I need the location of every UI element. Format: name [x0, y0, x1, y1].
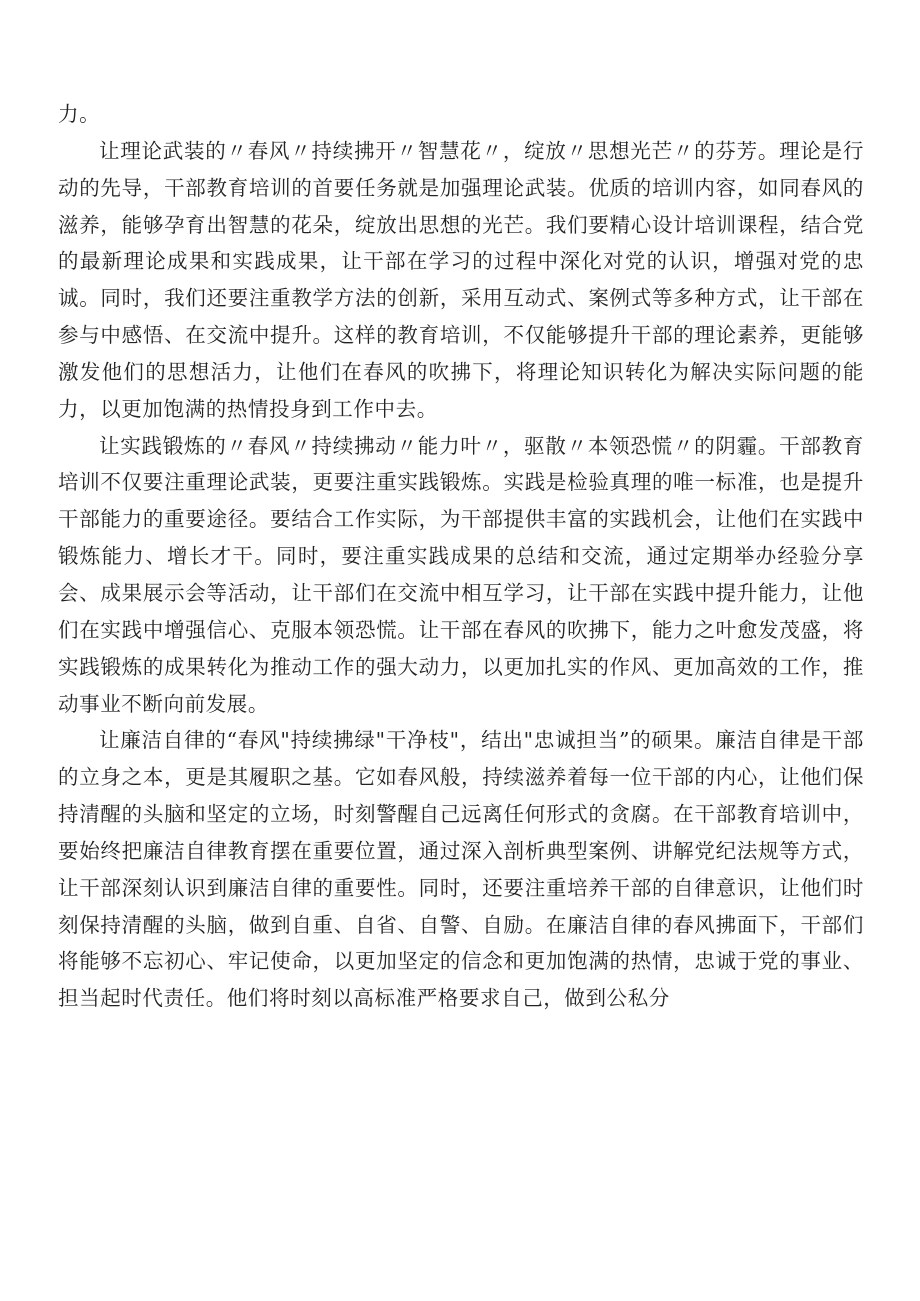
paragraph-continuation: 力。	[58, 102, 101, 126]
paragraph-practice: 让实践锻炼的〃春风〃持续拂动〃能力叶〃，驱散〃本领恐慌〃的阴霾。干部教育培训不仅要注重理论武装，更要注重实践锻炼。实践是检验真理的唯一标准，也是提升干部能力的重要途径。要结合工作实际，为干部提供丰富的实践机会，让他们在实践中锻炼能力、增长才干。同时，要注重实践成果的总结和交流，通过定期举办经验分享会、成果展示会等活动，让干部们在交流中相互学习，让干部在实践中提升能力，让他们在实践中增强信心、克服本领恐慌。让干部在春风的吹拂下，能力之叶愈发茂盛，将实践锻炼的成果转化为推动工作的强大动力，以更加扎实的作风、更加高效的工作，推动事业不断向前发展。	[58, 433, 864, 716]
paragraph-theory: 让理论武装的〃春风〃持续拂开〃智慧花〃，绽放〃思想光芒〃的芬芳。理论是行动的先导，干部教育培训的首要任务就是加强理论武装。优质的培训内容，如同春风的滋养，能够孕育出智慧的花朵，绽放出思想的光芒。我们要精心设计培训课程，结合党的最新理论成果和实践成果，让干部在学习的过程中深化对党的认识，增强对党的忠诚。同时，我们还要注重教学方法的创新，采用互动式、案例式等多种方式，让干部在参与中感悟、在交流中提升。这样的教育培训，不仅能够提升干部的理论素养，更能够激发他们的思想活力，让他们在春风的吹拂下，将理论知识转化为解决实际问题的能力，以更加饱满的热情投身到工作中去。	[58, 138, 864, 421]
body-text	[58, 96, 864, 1017]
paragraph-integrity: 让廉洁自律的“春风"持续拂绿"干净枝"，结出"忠诚担当”的硕果。廉洁自律是干部的立身之本，更是其履职之基。它如春风般，持续滋养着每一位干部的内心，让他们保持清醒的头脑和坚定的立场，时刻警醒自己远离任何形式的贪腐。在干部教育培训中，要始终把廉洁自律教育摆在重要位置，通过深入剖析典型案例、讲解党纪法规等方式，让干部深刻认识到廉洁自律的重要性。同时，还要注重培养干部的自律意识，让他们时刻保持清醒的头脑，做到自重、自省、自警、自励。在廉洁自律的春风拂面下，干部们将能够不忘初心、牢记使命，以更加坚定的信念和更加饱满的热情，忠诚于党的事业、担当起时代责任。他们将时刻以高标准严格要求自己，做到公私分	[58, 728, 864, 1011]
